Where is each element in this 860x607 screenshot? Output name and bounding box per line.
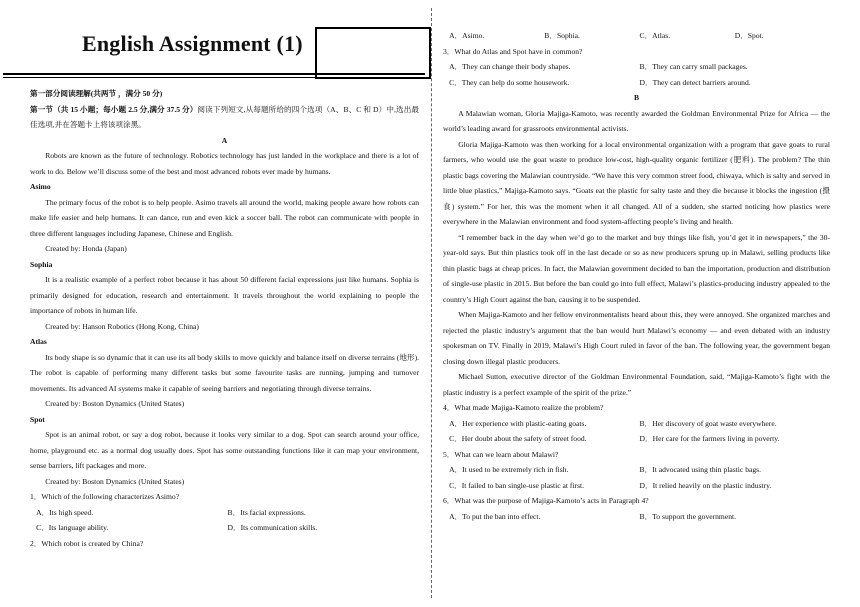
question-1-options-row-1 bbox=[30, 505, 419, 521]
robot-text-asimo: The primary focus of the robot is to help people. Asimo travels all around the world, making people aware how robots can make life easier and help humans. It can dance, run and even kick a soccer ball. The robot can communicate with people in three different languages including Japanese, Chinese and English. bbox=[30, 197, 419, 238]
question-4-option-d[interactable]: D．Her care for the farmers living in poverty. bbox=[639, 434, 780, 443]
robot-creator-atlas: Created by: Boston Dynamics (United States) bbox=[45, 399, 185, 408]
question-3-option-c[interactable]: C．They can help do some housework. bbox=[449, 77, 570, 87]
section-instructions bbox=[30, 102, 419, 133]
question-4-stem: 4．What made Majiga-Kamoto realize the problem? bbox=[443, 403, 604, 412]
header-rule-thick bbox=[3, 73, 425, 75]
question-3-option-b[interactable]: B．They can carry small packages. bbox=[639, 62, 748, 71]
passage-b-paragraph-4: When Majiga-Kamoto and her fellow environmentalists heard about this, they were annoyed. She organized marches and rejected the plastic industry’s argument that the ban would hurt Malawi’s economy — and even debated with an industry spokesman on TV. Finally in 2019, Malawi’s High Court ruled in favor of the ban. The following year, the government began closing down illegal plastic producers. bbox=[443, 310, 830, 366]
robot-name-atlas: Atlas bbox=[30, 337, 47, 346]
question-2-option-c[interactable]: C．Atlas. bbox=[639, 31, 671, 40]
question-1-options-row-2 bbox=[30, 520, 419, 536]
part-heading: 第一部分阅读理解(共两节 ，满分 50 分) bbox=[30, 89, 163, 98]
question-1-option-b[interactable]: B．Its facial expressions. bbox=[227, 507, 306, 517]
question-6-stem: 6．What was the purpose of Majiga-Kamoto’s acts in Paragraph 4? bbox=[443, 496, 649, 505]
question-6-option-a[interactable]: A．To put the ban into effect. bbox=[449, 511, 541, 521]
question-6-options-row-1 bbox=[443, 509, 830, 525]
score-box bbox=[315, 27, 431, 79]
question-1-option-a[interactable]: A．Its high speed. bbox=[36, 507, 94, 517]
question-5-stem: 5．What can we learn about Malawi? bbox=[443, 449, 559, 459]
passage-b-paragraph-3: “I remember back in the day when we’d go to the market and buy things like fish, you’d get it in newspapers,” the 30-year-old says. But thin plastics took off in the last decade or so as new producers sprung up in Malawi, selling products like thin plastic bags at cheap prices. In fact, the Malawian government decided to ban the importation, production and distribution of single-use plastic in 2015. But before the ban could go into full effect, Malawi’s plastics-producing industry appealed to the country’s High Court against the ban, causing it to be suspended. bbox=[443, 232, 830, 304]
question-4-option-a[interactable]: A．Her experience with plastic-eating goats. bbox=[449, 418, 587, 428]
robot-text-atlas: Its body shape is so dynamic that it can use its all body skills to move quickly and balance itself on diverse terrains (地形). The robot is capable of performing many different tasks but some favourite tasks are running, jumping and turnover movements. Its advanced AI systems make it capable of seeing barriers and negotiating through diverse terrains. bbox=[30, 352, 419, 393]
section-heading: 第一节（共 15 小题；每小题 2.5 分,满分 37.5 分） bbox=[30, 104, 198, 114]
passage-a-label: A bbox=[221, 135, 228, 145]
question-6-option-b[interactable]: B．To support the government. bbox=[639, 511, 737, 521]
robot-creator-spot: Created by: Boston Dynamics (United States) bbox=[45, 476, 185, 486]
passage-b-paragraph-2: Gloria Majiga-Kamoto was then working for a local environmental organization with a program that gave goats to rural farmers, who would use the goat waste to produce low-cost, high-quality organic fertilizer (肥料). The problem? The thin plastic bags covering the Malawian countryside. “We have this very common street food, chiwaya, which is salty and served in little blue plastics,” Majiga-Kamoto says. “Goats eat the plastic for salty taste and they die because it blocks the ingestion (摄食) system.” For her, this was the moment when it all changed. All of a sudden, she started noticing how plastics were everywhere in the Malawian environment and food system-affecting people’s living and health. bbox=[443, 139, 830, 226]
question-3-stem: 3．What do Atlas and Spot have in common? bbox=[443, 46, 583, 56]
right-column bbox=[443, 28, 830, 524]
question-2-stem: 2．Which robot is created by China? bbox=[30, 538, 144, 548]
question-1-stem: 1．Which of the following characterizes Asimo? bbox=[30, 492, 180, 501]
header-rule-thin bbox=[3, 77, 425, 78]
question-1-option-d[interactable]: D．Its communication skills. bbox=[227, 523, 318, 532]
question-1-option-c[interactable]: C．Its language ability. bbox=[36, 523, 109, 532]
section-instruction-text: 阅读下列短文,从每题所给的四个选项（A、B、C 和 D）中,选出最佳选项,并在答题卡上将该项涂黑。 bbox=[30, 104, 419, 129]
question-2-option-b[interactable]: B．Sophia. bbox=[544, 31, 580, 40]
question-3-options-row-2 bbox=[443, 75, 830, 91]
robot-creator-sophia: Created by: Hanson Robotics (Hong Kong, China) bbox=[45, 321, 199, 331]
question-5-option-b[interactable]: B．It advocated using thin plastic bags. bbox=[639, 465, 762, 474]
page-title: English Assignment (1) bbox=[82, 31, 303, 56]
passage-b-label: B bbox=[633, 93, 640, 102]
question-3-option-a[interactable]: A．They can change their body shapes. bbox=[449, 62, 571, 71]
robot-name-spot: Spot bbox=[30, 414, 45, 424]
question-4-options-row-1 bbox=[443, 416, 830, 432]
question-3-option-d[interactable]: D．They can detect barriers around. bbox=[639, 77, 751, 87]
column-divider bbox=[431, 8, 432, 598]
question-5-option-d[interactable]: D．It relied heavily on the plastic industry. bbox=[639, 480, 772, 490]
question-4-options-row-2 bbox=[443, 431, 830, 447]
question-3-options-row-1 bbox=[443, 59, 830, 75]
question-2-option-d[interactable]: D．Spot. bbox=[734, 31, 764, 40]
question-2-options bbox=[443, 28, 830, 44]
left-column bbox=[30, 86, 419, 551]
question-5-option-a[interactable]: A．It used to be extremely rich in fish. bbox=[449, 465, 569, 474]
robot-creator-asimo: Created by: Honda (Japan) bbox=[45, 244, 127, 253]
robot-name-asimo: Asimo bbox=[30, 182, 51, 191]
question-5-options-row-2 bbox=[443, 478, 830, 494]
passage-b-paragraph-1: A Malawian woman, Gloria Majiga-Kamoto, was recently awarded the Goldman Environmental Prize for Africa — the world’s leading award for grassroots environmental activists. bbox=[443, 108, 830, 133]
robot-text-spot: Spot is an animal robot, or say a dog robot, because it looks very similar to a dog. Spot can search around your office, home, playground etc. as a normal dog usually does. Spot has some outstanding functions like it can map your environment, sense barriers, lift packages and more. bbox=[30, 430, 419, 470]
question-2-option-a[interactable]: A．Asimo. bbox=[449, 31, 485, 40]
robot-text-sophia: It is a realistic example of a perfect robot because it has about 50 different facial expressions just like humans. Sophia is primarily designed for education, research and entertainment. It travels throughout the world explaining to people the importance of robots in human life. bbox=[30, 275, 419, 315]
question-5-option-c[interactable]: C．It failed to ban single-use plastic at first. bbox=[449, 480, 585, 490]
robot-name-sophia: Sophia bbox=[30, 259, 53, 269]
question-4-option-c[interactable]: C．Her doubt about the safety of street food. bbox=[449, 434, 587, 443]
question-4-option-b[interactable]: B．Her discovery of goat waste everywhere. bbox=[639, 418, 777, 428]
question-5-options-row-1 bbox=[443, 462, 830, 478]
passage-b-paragraph-5: Michael Sutton, executive director of the Goldman Environmental Foundation, said, “Majiga-Kamoto’s fight with the plastic industry is a perfect example of the spirit of the prize.” bbox=[443, 372, 830, 397]
passage-a-intro: Robots are known as the future of technology. Robotics technology has just landed in the workplace and there is a lot of work to do. Below we’ll discuss some of the best and most advanced robots ever made by humans. bbox=[30, 151, 419, 176]
